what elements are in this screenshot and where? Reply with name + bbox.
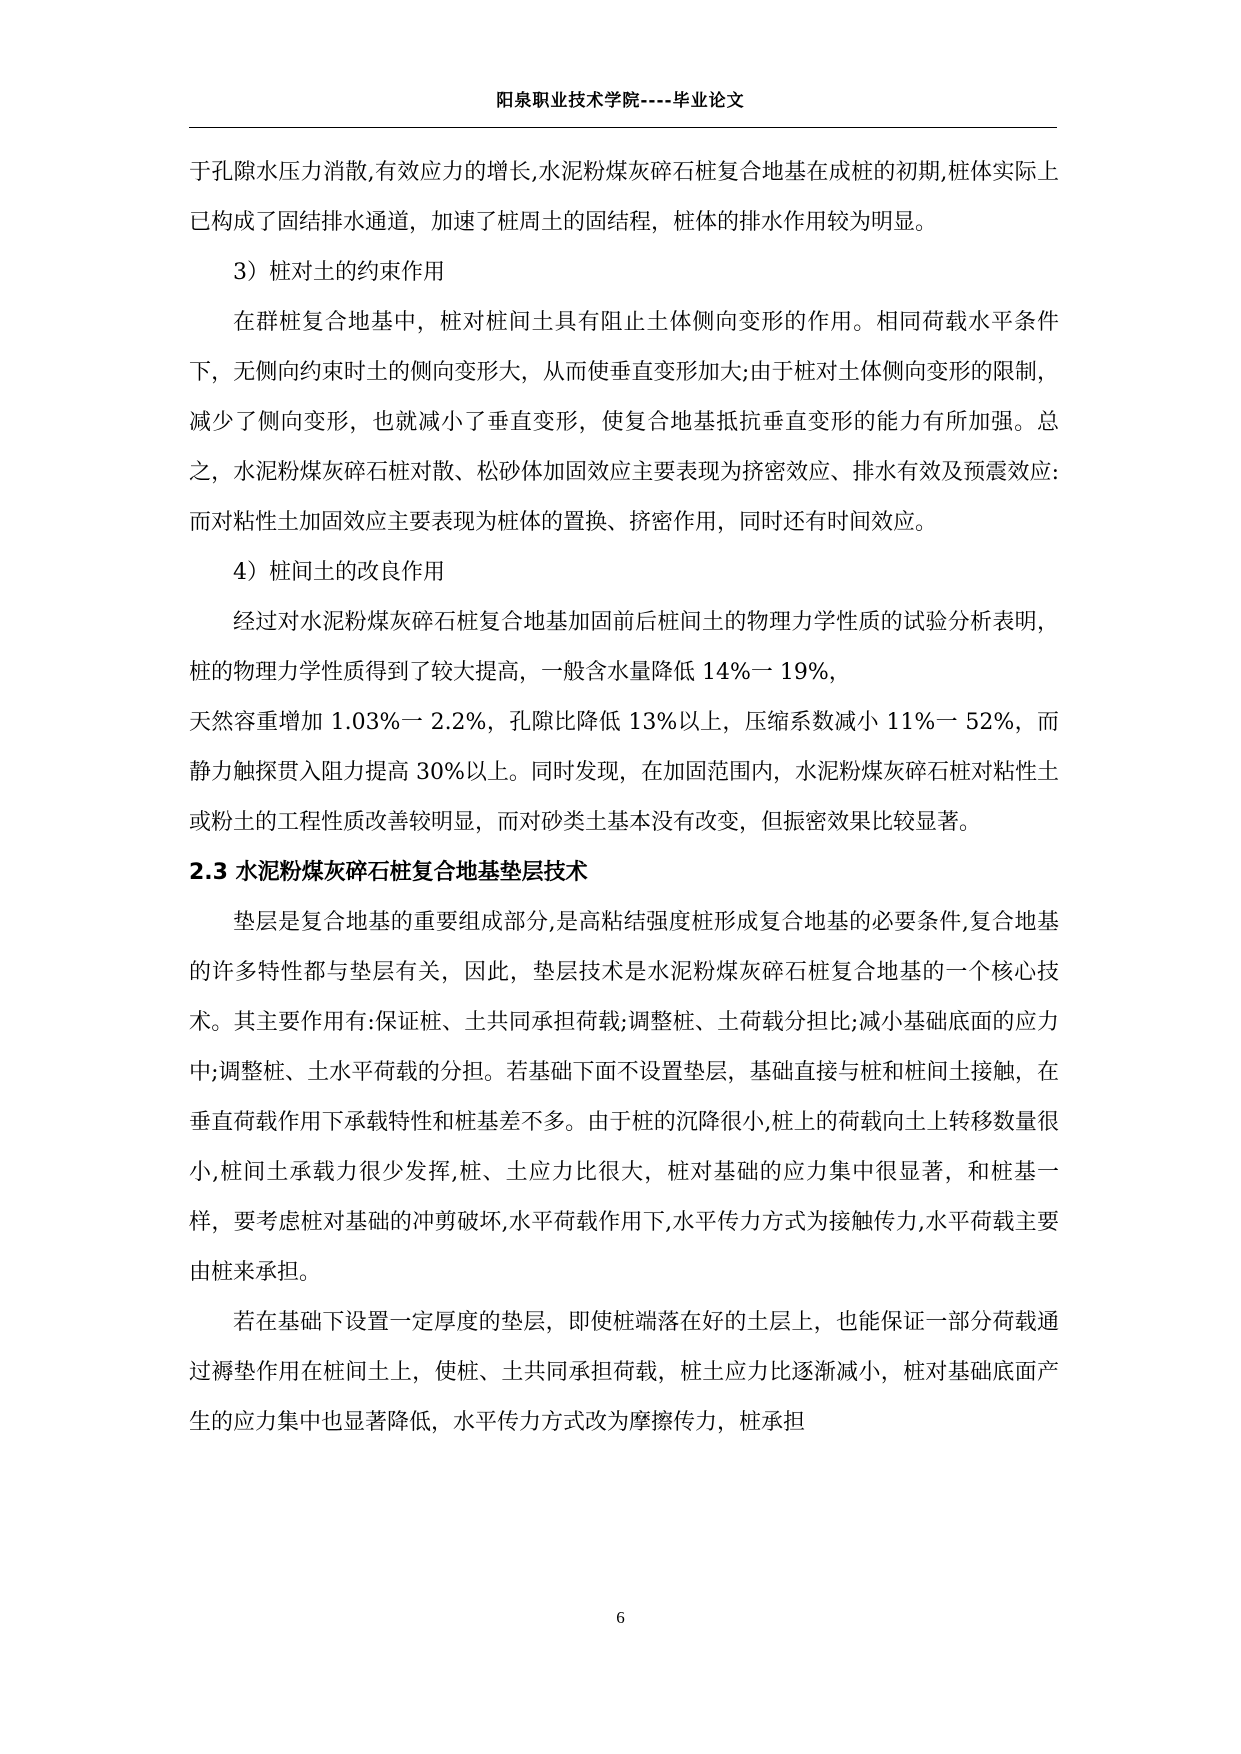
subheading-soil-improvement: 4）桩间土的改良作用 <box>233 560 445 585</box>
paragraph-soil-improvement-a: 经过对水泥粉煤灰碎石桩复合地基加固前后桩间土的物理力学性质的试验分析表明，桩的物理力学性质得到了较大提高，一般含水量降低 14%一 19%， <box>189 610 1059 685</box>
paragraph-soil-improvement-b: 天然容重增加 1.03%一 2.2%，孔隙比降低 13%以上，压缩系数减小 11%一 52%，而静力触探贯入阻力提高 30%以上。同时发现，在加固范围内，水泥粉煤灰碎石桩对粘性土或粉土的工程性质改善较明显，而对砂类土基本没有改变，但振密效果比较显著。 <box>189 710 1059 835</box>
page-number: 6 <box>616 1608 625 1627</box>
subheading-pile-constraint: 3）桩对土的约束作用 <box>233 260 445 285</box>
document-body <box>189 148 1059 1448</box>
header-divider <box>189 127 1057 128</box>
paragraph-cushion-effect: 若在基础下设置一定厚度的垫层，即使桩端落在好的土层上，也能保证一部分荷载通过褥垫作用在桩间土上，使桩、土共同承担荷载，桩土应力比逐渐减小，桩对基础底面产生的应力集中也显著降低，水平传力方式改为摩擦传力，桩承担 <box>189 1310 1059 1435</box>
paragraph-constraint-effect: 在群桩复合地基中，桩对桩间土具有阻止土体侧向变形的作用。相同荷载水平条件下，无侧向约束时土的侧向变形大，从而使垂直变形加大;由于桩对土体侧向变形的限制，减少了侧向变形，也就减小了垂直变形，使复合地基抵抗垂直变形的能力有所加强。总之，水泥粉煤灰碎石桩对散、松砂体加固效应主要表现为挤密效应、排水有效及预震效应:而对粘性土加固效应主要表现为桩体的置换、挤密作用，同时还有时间效应。 <box>189 310 1059 535</box>
paragraph-continuation: 于孔隙水压力消散,有效应力的增长,水泥粉煤灰碎石桩复合地基在成桩的初期,桩体实际上已构成了固结排水通道，加速了桩周土的固结程，桩体的排水作用较为明显。 <box>189 160 1059 235</box>
page-header-title: 阳泉职业技术学院----毕业论文 <box>496 91 745 111</box>
paragraph-cushion-role: 垫层是复合地基的重要组成部分,是高粘结强度桩形成复合地基的必要条件,复合地基的许多特性都与垫层有关，因此，垫层技术是水泥粉煤灰碎石桩复合地基的一个核心技术。其主要作用有:保证桩、土共同承担荷载;调整桩、土荷载分担比;减小基础底面的应力中;调整桩、土水平荷载的分担。若基础下面不设置垫层，基础直接与桩和桩间土接触，在垂直荷载作用下承载特性和桩基差不多。由于桩的沉降很小,桩上的荷载向土上转移数量很小,桩间土承载力很少发挥,桩、土应力比很大，桩对基础的应力集中很显著，和桩基一样，要考虑桩对基础的冲剪破坏,水平荷载作用下,水平传力方式为接触传力,水平荷载主要由桩来承担。 <box>189 910 1059 1285</box>
section-heading-2-3: 2.3 水泥粉煤灰碎石桩复合地基垫层技术 <box>189 860 588 885</box>
